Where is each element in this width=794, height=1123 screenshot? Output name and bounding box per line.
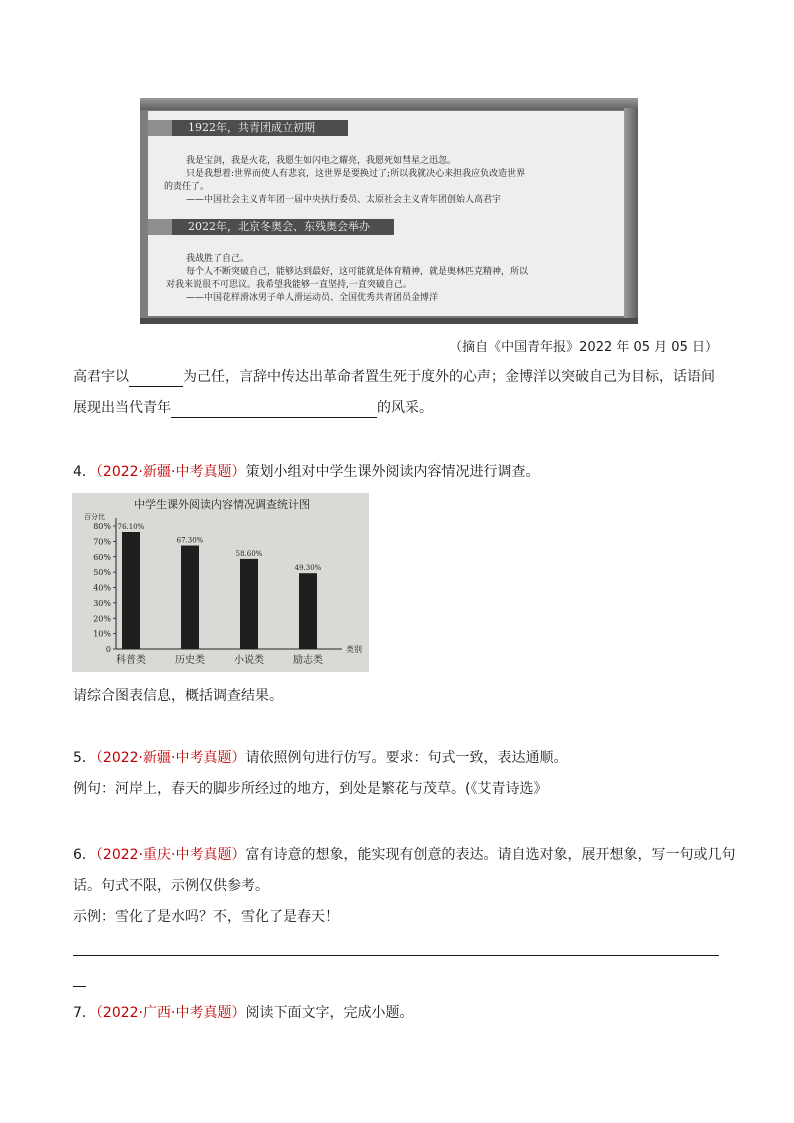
answer-blank[interactable] <box>171 402 377 418</box>
q3-line-2: 展现出当代青年 的风采。 <box>73 400 433 416</box>
q6-line-2: 话。句式不限，示例仅供参考。 <box>73 878 269 894</box>
chart-x-tick-label: 小说类 <box>234 655 264 666</box>
chart-title: 中学生课外阅读内容情况调查统计图 <box>134 498 310 511</box>
answer-line[interactable] <box>73 955 719 956</box>
chart-data-label: 76.10% <box>117 522 145 531</box>
quote-heading-2022: 2022年，北京冬奥会、东残奥会举办 <box>162 219 394 235</box>
chart-y-tick-label: 0 <box>105 645 111 654</box>
quote-frame-right <box>624 108 638 318</box>
chart-ylabel: 百分比 <box>84 513 105 521</box>
quote-heading-1922: 1922年，共青团成立初期 <box>162 120 348 136</box>
quote-frame-top <box>140 98 638 110</box>
chart-y-tick-label: 60% <box>93 552 111 562</box>
source-tag: （2022·重庆·中考真题） <box>95 847 246 863</box>
chart-y-tick-label: 10% <box>93 629 111 639</box>
chart-bar <box>122 532 140 649</box>
quote-line: 对我来说很不可思议。我希望我能够一直坚持,一直突破自己。 <box>166 280 412 290</box>
quote-line: 我是宝剑，我是火花，我愿生如闪电之耀亮，我愿死如彗星之迅忽。 <box>186 156 457 166</box>
chart-x-tick-label: 励志类 <box>293 655 323 666</box>
chart-x-tick-label: 历史类 <box>175 655 205 666</box>
chart-data-label: 67.30% <box>176 536 204 545</box>
chart-y-tick-label: 50% <box>93 568 111 578</box>
source-tag: （2022·新疆·中考真题） <box>95 464 246 480</box>
chart-y-tick-label: 80% <box>93 522 111 531</box>
question-4: 4．（2022·新疆·中考真题）策划小组对中学生课外阅读内容情况进行调查。 <box>73 464 540 480</box>
answer-line-end <box>73 986 86 987</box>
q5-example: 例句：河岸上，春天的脚步所经过的地方，到处是繁花与茂草。(《艾青诗选》 <box>73 781 548 797</box>
q4-instruction: 请综合图表信息，概括调查结果。 <box>73 688 283 704</box>
quote-line: 我战胜了自己。 <box>186 254 250 264</box>
quote-line: 的责任了。 <box>164 182 210 192</box>
quote-line: 每个人不断突破自己，能够达到最好，这可能就是体育精神，就是奥林匹克精神，所以 <box>186 267 529 277</box>
chart-x-tick-label: 科普类 <box>116 655 146 666</box>
reading-survey-chart <box>72 493 369 672</box>
quote-line: 只是我想着:世界而使人有悲哀，这世界是要换过了;所以我就决心来担我应负改造世界 <box>186 169 526 179</box>
quote-paper <box>148 111 624 316</box>
q6-example: 示例：雪化了是水吗？不，雪化了是春天！ <box>73 909 339 925</box>
question-7: 7．（2022·广西·中考真题）阅读下面文字，完成小题。 <box>73 1005 414 1021</box>
question-6: 6．（2022·重庆·中考真题）富有诗意的想象，能实现有创意的表达。请自选对象，展开想象，写一句或几句 <box>73 847 736 863</box>
chart-bar <box>181 546 199 649</box>
chart-data-label: 58.60% <box>235 549 263 558</box>
chart-xlabel: 类别 <box>346 645 362 654</box>
question-5: 5．（2022·新疆·中考真题）请依照例句进行仿写。要求：句式一致，表达通顺。 <box>73 750 568 766</box>
chart-bar <box>299 573 317 649</box>
q3-line-1: 高君宇以 为己任，言辞中传达出革命者置生死于度外的心声；金博洋以突破自己为目标，话语间 <box>73 369 715 385</box>
source-tag: （2022·新疆·中考真题） <box>95 750 246 766</box>
chart-data-label: 49.30% <box>294 564 322 573</box>
quote-attribution: ——中国社会主义青年团一届中央执行委员、太原社会主义青年团创始人高君宇 <box>186 195 502 205</box>
quote-attribution: ——中国花样滑冰男子单人滑运动员、全国优秀共青团员金博洋 <box>186 293 439 303</box>
chart-y-tick-label: 30% <box>93 598 111 608</box>
source-tag: （2022·广西·中考真题） <box>95 1005 246 1021</box>
chart-svg <box>72 493 369 672</box>
chart-bar <box>240 559 258 649</box>
chart-y-tick-label: 20% <box>93 614 111 624</box>
chart-y-tick-label: 40% <box>93 583 111 593</box>
answer-blank[interactable] <box>129 371 183 387</box>
chart-y-tick-label: 70% <box>93 537 111 547</box>
quote-source: （摘自《中国青年报》2022 年 05 月 05 日） <box>449 340 718 355</box>
quote-box <box>140 98 638 324</box>
quote-frame-bottom <box>140 318 638 324</box>
